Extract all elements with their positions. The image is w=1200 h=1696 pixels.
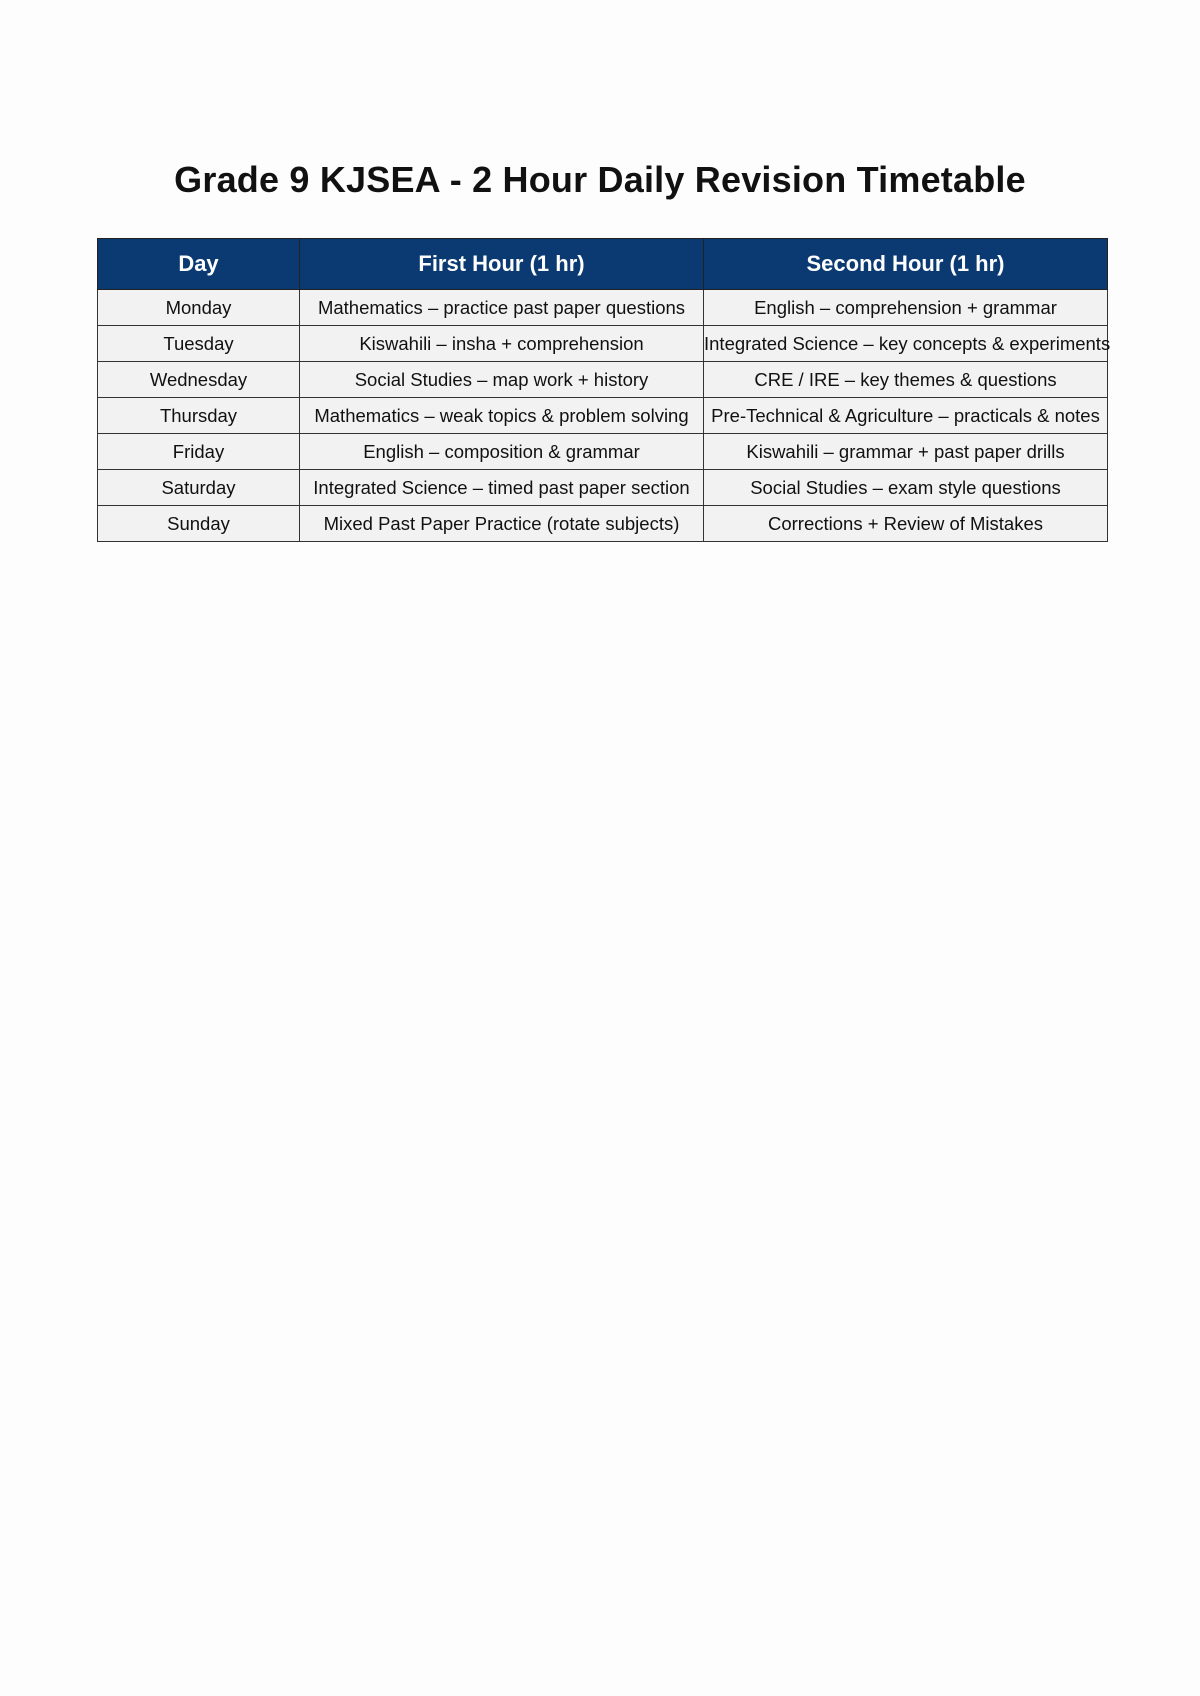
table-row xyxy=(98,290,1108,326)
cell-first-hour: English – composition & grammar xyxy=(300,434,704,470)
table-row xyxy=(98,470,1108,506)
cell-second-hour: CRE / IRE – key themes & questions xyxy=(704,362,1108,398)
cell-day: Friday xyxy=(98,434,300,470)
cell-day: Tuesday xyxy=(98,326,300,362)
cell-first-hour: Mathematics – weak topics & problem solving xyxy=(300,398,704,434)
cell-second-hour: Social Studies – exam style questions xyxy=(704,470,1108,506)
header-second-hour: Second Hour (1 hr) xyxy=(704,239,1108,290)
cell-second-hour: Pre-Technical & Agriculture – practicals & notes xyxy=(704,398,1108,434)
header-first-hour: First Hour (1 hr) xyxy=(300,239,704,290)
cell-first-hour: Kiswahili – insha + comprehension xyxy=(300,326,704,362)
cell-second-hour: Integrated Science – key concepts & experiments xyxy=(704,326,1108,362)
table-row xyxy=(98,398,1108,434)
cell-day: Sunday xyxy=(98,506,300,542)
table-header-row xyxy=(98,239,1108,290)
page-title: Grade 9 KJSEA - 2 Hour Daily Revision Timetable xyxy=(174,159,1026,200)
cell-day: Wednesday xyxy=(98,362,300,398)
table-row xyxy=(98,506,1108,542)
cell-first-hour: Social Studies – map work + history xyxy=(300,362,704,398)
cell-second-hour: English – comprehension + grammar xyxy=(704,290,1108,326)
cell-first-hour: Mixed Past Paper Practice (rotate subjects) xyxy=(300,506,704,542)
table-row xyxy=(98,434,1108,470)
cell-first-hour: Integrated Science – timed past paper section xyxy=(300,470,704,506)
cell-day: Monday xyxy=(98,290,300,326)
cell-second-hour: Kiswahili – grammar + past paper drills xyxy=(704,434,1108,470)
cell-first-hour: Mathematics – practice past paper questions xyxy=(300,290,704,326)
revision-timetable xyxy=(97,238,1111,542)
header-day: Day xyxy=(98,239,300,290)
cell-day: Thursday xyxy=(98,398,300,434)
cell-day: Saturday xyxy=(98,470,300,506)
cell-second-hour: Corrections + Review of Mistakes xyxy=(704,506,1108,542)
table-row xyxy=(98,326,1108,362)
table-row xyxy=(98,362,1108,398)
